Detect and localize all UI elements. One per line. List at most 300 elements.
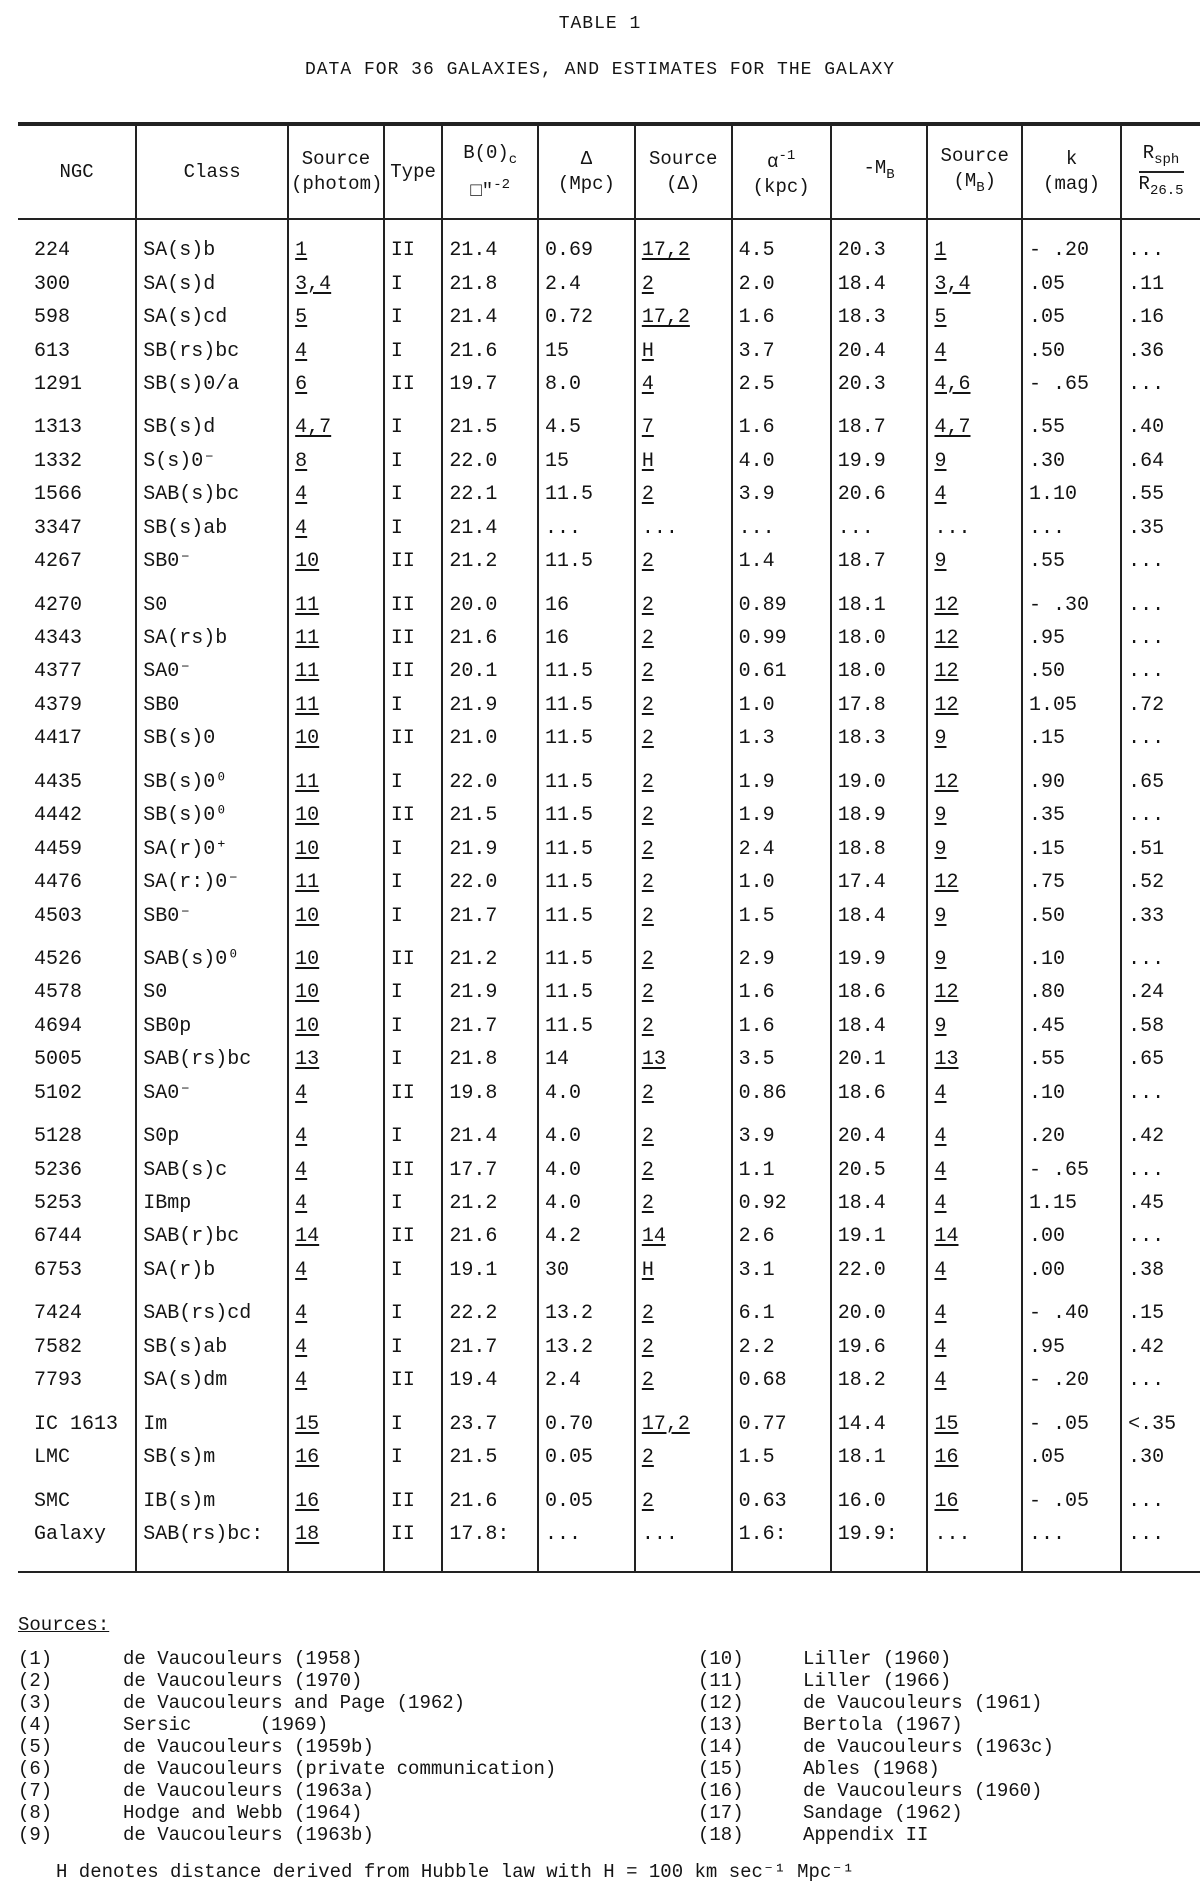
cell-type — [384, 756, 443, 799]
table-row — [18, 219, 1200, 267]
cell-class — [136, 1474, 288, 1517]
cell-value: .38 — [1128, 1258, 1165, 1282]
source-ref-citation: de Vaucouleurs (1959b) — [123, 1736, 374, 1758]
cell-k — [1022, 445, 1121, 478]
cell-value: 4459 — [34, 837, 83, 861]
cell-b0c — [442, 832, 538, 865]
cell-value: .10 — [1029, 1081, 1066, 1105]
cell-ngc — [18, 622, 136, 655]
cell-value: 20.0 — [837, 1302, 886, 1326]
cell-source-delta — [635, 689, 732, 722]
source-ref-citation: Hodge and Webb (1964) — [123, 1802, 363, 1824]
cell-value: 2 — [641, 837, 654, 861]
cell-value: 0.92 — [738, 1192, 787, 1216]
cell-value: 3,4 — [295, 272, 332, 296]
cell-value: - .20 — [1029, 239, 1090, 263]
table-row — [18, 1010, 1200, 1043]
cell-value: ... — [837, 516, 874, 540]
table-body — [18, 219, 1200, 1572]
cell-rsph — [1121, 1010, 1200, 1043]
cell-value: 4 — [295, 1369, 308, 1393]
cell-source-mb — [927, 1518, 1022, 1572]
cell-value: ... — [641, 516, 678, 540]
cell-value: .35 — [1029, 804, 1066, 828]
table-title: TABLE 1 — [558, 14, 642, 34]
cell-source-delta — [635, 1518, 732, 1572]
col-source-photom: Source (photom) — [288, 124, 384, 219]
cell-k — [1022, 401, 1121, 444]
cell-value: 16 — [545, 627, 570, 651]
cell-value: 4 — [934, 1369, 947, 1393]
table-row — [18, 1397, 1200, 1440]
cell-value: 4 — [934, 1158, 947, 1182]
cell-mb — [831, 368, 928, 401]
source-ref-number: (14) — [698, 1736, 744, 1758]
cell-type — [384, 1110, 443, 1153]
cell-rsph — [1121, 1187, 1200, 1220]
cell-rsph — [1121, 1220, 1200, 1253]
cell-delta — [538, 512, 635, 545]
cell-class — [136, 1518, 288, 1572]
cell-source-photom — [288, 1287, 384, 1330]
cell-source-mb — [927, 1397, 1022, 1440]
cell-value: 5236 — [34, 1158, 83, 1182]
cell-value: - .05 — [1029, 1412, 1090, 1436]
cell-delta — [538, 976, 635, 1009]
cell-value: 17.7 — [449, 1158, 498, 1182]
cell-source-photom — [288, 622, 384, 655]
cell-b0c — [442, 1110, 538, 1153]
cell-b0c — [442, 334, 538, 367]
cell-value: 1313 — [34, 416, 83, 440]
cell-type — [384, 1518, 443, 1572]
cell-value: 22.0 — [449, 871, 498, 895]
cell-rsph — [1121, 622, 1200, 655]
cell-rsph — [1121, 1254, 1200, 1287]
cell-rsph — [1121, 756, 1200, 799]
cell-value: 1291 — [34, 372, 83, 396]
cell-value: 19.0 — [837, 770, 886, 794]
cell-value: 20.6 — [837, 483, 886, 507]
cell-rsph — [1121, 1364, 1200, 1397]
cell-value: 1 — [295, 239, 308, 263]
source-ref — [698, 1824, 1178, 1846]
cell-value: 17.8: — [449, 1522, 510, 1546]
cell-source-delta — [635, 655, 732, 688]
header-row — [18, 124, 1200, 219]
cell-b0c — [442, 267, 538, 300]
cell-ngc — [18, 578, 136, 621]
source-ref-number: (13) — [698, 1714, 744, 1736]
cell-value: 4379 — [34, 693, 83, 717]
cell-b0c — [442, 445, 538, 478]
cell-value: 0.68 — [738, 1369, 787, 1393]
cell-value: 4 — [934, 1081, 947, 1105]
cell-source-mb — [927, 1010, 1022, 1043]
cell-value: 2.4 — [545, 1369, 582, 1393]
cell-value: 2.6 — [738, 1225, 775, 1249]
cell-mb — [831, 655, 928, 688]
cell-value: 4 — [934, 1125, 947, 1149]
cell-value: II — [390, 239, 415, 263]
cell-value: SAB(s)bc — [143, 483, 240, 507]
cell-alpha — [732, 301, 831, 334]
cell-value: 18.1 — [837, 1446, 886, 1470]
cell-class — [136, 1397, 288, 1440]
cell-ngc — [18, 1254, 136, 1287]
cell-mb — [831, 1077, 928, 1110]
cell-value: 17,2 — [641, 239, 690, 263]
cell-ngc — [18, 301, 136, 334]
cell-value: .40 — [1128, 416, 1165, 440]
cell-alpha — [732, 1153, 831, 1186]
cell-type — [384, 689, 443, 722]
cell-value: ... — [1029, 516, 1066, 540]
cell-value: .15 — [1029, 727, 1066, 751]
cell-alpha — [732, 478, 831, 511]
cell-value: 2 — [641, 904, 654, 928]
cell-source-photom — [288, 1474, 384, 1517]
cell-ngc — [18, 933, 136, 976]
cell-rsph — [1121, 655, 1200, 688]
cell-value: 16 — [295, 1489, 320, 1513]
cell-source-photom — [288, 1331, 384, 1364]
cell-rsph — [1121, 832, 1200, 865]
cell-value: ... — [1128, 1522, 1165, 1546]
cell-type — [384, 976, 443, 1009]
cell-ngc — [18, 1474, 136, 1517]
source-ref-number: (1) — [18, 1648, 53, 1670]
cell-value: 19.6 — [837, 1335, 886, 1359]
cell-value: 9 — [934, 837, 947, 861]
source-ref — [18, 1648, 698, 1670]
cell-value: 18.2 — [837, 1369, 886, 1393]
cell-value: .05 — [1029, 1446, 1066, 1470]
cell-value: .65 — [1128, 770, 1165, 794]
cell-value: 0.05 — [545, 1489, 594, 1513]
cell-b0c — [442, 1153, 538, 1186]
cell-value: 21.4 — [449, 239, 498, 263]
cell-k — [1022, 1364, 1121, 1397]
source-ref-citation: de Vaucouleurs and Page (1962) — [123, 1692, 466, 1714]
cell-value: .42 — [1128, 1125, 1165, 1149]
cell-type — [384, 1441, 443, 1474]
cell-ngc — [18, 722, 136, 755]
cell-mb — [831, 478, 928, 511]
cell-value: 4 — [641, 372, 654, 396]
cell-b0c — [442, 1441, 538, 1474]
cell-k — [1022, 1287, 1121, 1330]
table-row — [18, 655, 1200, 688]
table-row — [18, 722, 1200, 755]
cell-delta — [538, 655, 635, 688]
cell-rsph — [1121, 267, 1200, 300]
cell-value: 11.5 — [545, 981, 594, 1005]
cell-value: 2 — [641, 1446, 654, 1470]
cell-delta — [538, 866, 635, 899]
cell-source-delta — [635, 267, 732, 300]
cell-source-mb — [927, 1077, 1022, 1110]
cell-value: I — [390, 483, 403, 507]
cell-value: S0p — [143, 1125, 180, 1149]
cell-k — [1022, 689, 1121, 722]
cell-k — [1022, 334, 1121, 367]
cell-source-delta — [635, 1441, 732, 1474]
cell-source-delta — [635, 401, 732, 444]
cell-value: 21.5 — [449, 1446, 498, 1470]
cell-rsph — [1121, 478, 1200, 511]
cell-ngc — [18, 899, 136, 932]
cell-source-mb — [927, 1331, 1022, 1364]
cell-source-photom — [288, 368, 384, 401]
cell-rsph — [1121, 334, 1200, 367]
col-type: Type — [384, 124, 443, 219]
cell-value: 4 — [295, 1335, 308, 1359]
cell-value: SB(s)0/a — [143, 372, 240, 396]
cell-ngc — [18, 1187, 136, 1220]
cell-type — [384, 1397, 443, 1440]
cell-source-mb — [927, 655, 1022, 688]
cell-value: 22.0 — [837, 1258, 886, 1282]
cell-source-delta — [635, 799, 732, 832]
cell-value: 2 — [641, 272, 654, 296]
cell-value: 1 — [934, 239, 947, 263]
cell-k — [1022, 1153, 1121, 1186]
cell-value: 19.9: — [837, 1522, 898, 1546]
cell-value: 13 — [641, 1048, 666, 1072]
cell-value: 1.10 — [1029, 483, 1078, 507]
cell-delta — [538, 722, 635, 755]
cell-value: 15 — [295, 1412, 320, 1436]
cell-class — [136, 1254, 288, 1287]
table-row — [18, 933, 1200, 976]
cell-source-delta — [635, 1364, 732, 1397]
cell-class — [136, 478, 288, 511]
source-ref-citation: Ables (1968) — [803, 1758, 940, 1780]
cell-value: SAB(rs)bc — [143, 1048, 252, 1072]
cell-value: .55 — [1029, 416, 1066, 440]
cell-rsph — [1121, 689, 1200, 722]
cell-value: I — [390, 1335, 403, 1359]
cell-rsph — [1121, 1110, 1200, 1153]
cell-value: 21.6 — [449, 627, 498, 651]
cell-value: .50 — [1029, 339, 1066, 363]
cell-k — [1022, 756, 1121, 799]
cell-delta — [538, 832, 635, 865]
table-row — [18, 832, 1200, 865]
cell-value: 1.05 — [1029, 693, 1078, 717]
cell-value: 11.5 — [545, 871, 594, 895]
cell-delta — [538, 219, 635, 267]
cell-rsph — [1121, 1287, 1200, 1330]
cell-value: SAB(rs)bc: — [143, 1522, 264, 1546]
cell-value: SB(s)ab — [143, 1335, 228, 1359]
cell-value: 16 — [545, 593, 570, 617]
cell-ngc — [18, 445, 136, 478]
cell-value: II — [390, 1522, 415, 1546]
cell-value: SB(s)ab — [143, 516, 228, 540]
cell-source-mb — [927, 1110, 1022, 1153]
cell-value: 21.7 — [449, 1014, 498, 1038]
cell-value: 21.9 — [449, 693, 498, 717]
source-ref-citation: Sandage (1962) — [803, 1802, 963, 1824]
cell-value: 3.7 — [738, 339, 775, 363]
cell-class — [136, 1043, 288, 1076]
cell-mb — [831, 1187, 928, 1220]
cell-k — [1022, 545, 1121, 578]
col-mb: $-M_B$ — [831, 124, 928, 219]
cell-value: 4 — [295, 1158, 308, 1182]
source-ref — [698, 1780, 1178, 1802]
cell-rsph — [1121, 1518, 1200, 1572]
cell-source-mb — [927, 1254, 1022, 1287]
cell-b0c — [442, 401, 538, 444]
source-ref-citation: de Vaucouleurs (1958) — [123, 1648, 363, 1670]
cell-mb — [831, 1364, 928, 1397]
cell-value: 16 — [934, 1489, 959, 1513]
cell-mb — [831, 976, 928, 1009]
cell-value: I — [390, 1192, 403, 1216]
cell-k — [1022, 933, 1121, 976]
cell-value: 14 — [641, 1225, 666, 1249]
cell-k — [1022, 478, 1121, 511]
cell-type — [384, 1153, 443, 1186]
cell-delta — [538, 1043, 635, 1076]
cell-type — [384, 1077, 443, 1110]
col-rsph: $R_{sph}$ $R_{26.5}$ — [1121, 124, 1200, 219]
cell-value: ... — [1128, 1158, 1165, 1182]
cell-value: 13 — [934, 1048, 959, 1072]
cell-value: 9 — [934, 727, 947, 751]
cell-value: II — [390, 1225, 415, 1249]
cell-delta — [538, 1441, 635, 1474]
cell-value: II — [390, 804, 415, 828]
cell-delta — [538, 1397, 635, 1440]
cell-alpha — [732, 1254, 831, 1287]
cell-type — [384, 1043, 443, 1076]
cell-ngc — [18, 1331, 136, 1364]
cell-source-delta — [635, 1474, 732, 1517]
cell-value: SAB(rs)cd — [143, 1302, 252, 1326]
cell-value: 0.86 — [738, 1081, 787, 1105]
cell-value: 2 — [641, 871, 654, 895]
cell-value: 2 — [641, 947, 654, 971]
cell-source-delta — [635, 622, 732, 655]
cell-alpha — [732, 1518, 831, 1572]
cell-value: SB(s)0 — [143, 727, 216, 751]
cell-value: 14 — [295, 1225, 320, 1249]
cell-k — [1022, 368, 1121, 401]
table-row — [18, 976, 1200, 1009]
cell-b0c — [442, 1077, 538, 1110]
cell-value: .05 — [1029, 272, 1066, 296]
cell-source-mb — [927, 1441, 1022, 1474]
cell-b0c — [442, 899, 538, 932]
cell-b0c — [442, 1254, 538, 1287]
cell-value: .15 — [1128, 1302, 1165, 1326]
cell-delta — [538, 1187, 635, 1220]
cell-type — [384, 622, 443, 655]
table-row — [18, 301, 1200, 334]
cell-value: 11.5 — [545, 804, 594, 828]
cell-type — [384, 899, 443, 932]
cell-type — [384, 1331, 443, 1364]
cell-type — [384, 334, 443, 367]
cell-alpha — [732, 1110, 831, 1153]
table-row — [18, 1364, 1200, 1397]
cell-value: 21.7 — [449, 1335, 498, 1359]
cell-alpha — [732, 267, 831, 300]
table-row — [18, 445, 1200, 478]
cell-rsph — [1121, 301, 1200, 334]
cell-alpha — [732, 1331, 831, 1364]
cell-delta — [538, 1331, 635, 1364]
cell-mb — [831, 445, 928, 478]
cell-value: 21.9 — [449, 837, 498, 861]
cell-source-mb — [927, 622, 1022, 655]
cell-source-mb — [927, 976, 1022, 1009]
cell-value: 4526 — [34, 947, 83, 971]
cell-value: 20.1 — [449, 660, 498, 684]
cell-value: 4 — [934, 339, 947, 363]
cell-value: .65 — [1128, 1048, 1165, 1072]
cell-class — [136, 1220, 288, 1253]
source-ref-citation: de Vaucouleurs (1961) — [803, 1692, 1043, 1714]
cell-value: Im — [143, 1412, 168, 1436]
cell-ngc — [18, 1287, 136, 1330]
cell-alpha — [732, 799, 831, 832]
cell-value: 11 — [295, 871, 320, 895]
cell-value: 18.4 — [837, 904, 886, 928]
table-row — [18, 478, 1200, 511]
cell-value: .16 — [1128, 306, 1165, 330]
cell-value: 10 — [295, 981, 320, 1005]
cell-value: .95 — [1029, 1335, 1066, 1359]
cell-b0c — [442, 1397, 538, 1440]
cell-alpha — [732, 655, 831, 688]
source-ref-citation: de Vaucouleurs (1963c) — [803, 1736, 1054, 1758]
cell-value: 1.15 — [1029, 1192, 1078, 1216]
cell-source-mb — [927, 267, 1022, 300]
cell-value: ... — [545, 1522, 582, 1546]
table-row — [18, 1077, 1200, 1110]
cell-value: 15 — [545, 339, 570, 363]
cell-ngc — [18, 799, 136, 832]
cell-alpha — [732, 1287, 831, 1330]
cell-delta — [538, 1287, 635, 1330]
cell-source-photom — [288, 1441, 384, 1474]
cell-value: II — [390, 1158, 415, 1182]
cell-value: 2 — [641, 660, 654, 684]
cell-source-photom — [288, 1397, 384, 1440]
source-ref — [18, 1780, 698, 1802]
cell-value: SA(s)dm — [143, 1369, 228, 1393]
cell-source-photom — [288, 866, 384, 899]
cell-value: .36 — [1128, 339, 1165, 363]
cell-value: 4 — [295, 339, 308, 363]
cell-value: 11.5 — [545, 837, 594, 861]
source-ref-number: (6) — [18, 1758, 53, 1780]
cell-value: 11.5 — [545, 550, 594, 574]
cell-value: 598 — [34, 306, 71, 330]
cell-value: 5 — [295, 306, 308, 330]
cell-value: 9 — [934, 947, 947, 971]
cell-value: 1332 — [34, 449, 83, 473]
cell-source-photom — [288, 689, 384, 722]
cell-ngc — [18, 545, 136, 578]
cell-mb — [831, 545, 928, 578]
cell-ngc — [18, 368, 136, 401]
